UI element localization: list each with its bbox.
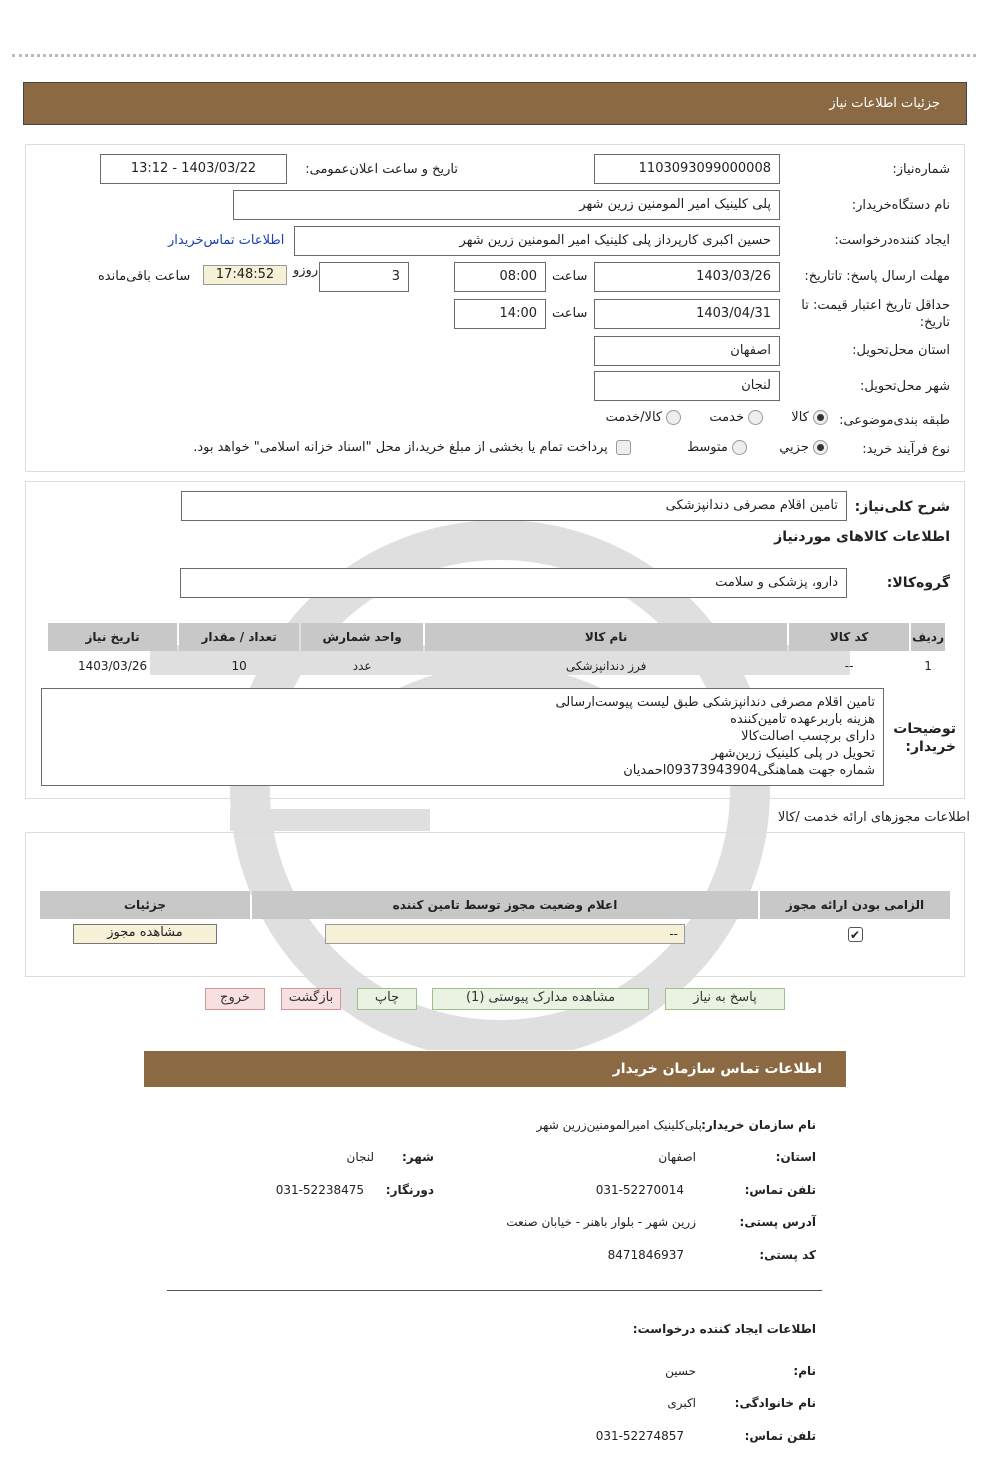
contact-city-value: لنجان (346, 1150, 374, 1164)
process-minor-radio[interactable] (813, 440, 828, 455)
row-code: -- (844, 659, 854, 673)
buyer-notes-label: توضیحات خریدار: (893, 721, 956, 755)
contact-phone-value: 031-52270014 (595, 1183, 684, 1197)
permits-title: اطلاعات مجوزهای ارائه خدمت /کالا (777, 810, 970, 825)
goods-group-label: گروه‌کالا: (886, 575, 950, 591)
note-line: تحویل در پلی کلینیک زرین‌شهر (711, 746, 875, 761)
permit-required-cell (760, 921, 950, 947)
exit-button[interactable]: خروج (205, 988, 265, 1010)
permit-required-checkbox[interactable] (848, 927, 863, 942)
col-permit-required: الزامی بودن ارائه مجوز (760, 891, 950, 919)
treasury-payment-checkbox[interactable] (616, 440, 631, 455)
validity-time-field: 14:00 (454, 299, 546, 329)
goods-table (46, 621, 947, 681)
col-permit-status: اعلام وضعیت مجوز توسط تامین کننده (252, 891, 758, 919)
note-line: دارای برچسب اصالت‌کالا (741, 729, 875, 744)
keyword-label: شرح کلی‌نیاز: (854, 499, 950, 515)
contact-address-label: آدرس پستی: (739, 1215, 816, 1229)
deadline-date-field: 1403/03/26 (594, 262, 780, 292)
days-field: 3 (319, 262, 409, 292)
category-both-radio[interactable] (666, 410, 681, 425)
contact-phone-label: تلفن تماس: (744, 1183, 816, 1197)
city-label: شهر محل‌تحویل: (860, 379, 950, 394)
creator-family-label: نام خانوادگی: (734, 1396, 816, 1410)
row-name: فرز دندانپزشکی (565, 659, 647, 673)
col-permit-details: جزئیات (40, 891, 250, 919)
col-quantity: تعداد / مقدار (179, 623, 299, 651)
contact-city-label: شهر: (402, 1150, 434, 1164)
buyer-org-field: پلی کلینیک امیر المومنین زرین شهر (233, 190, 780, 220)
col-name: نام کالا (425, 623, 787, 651)
process-label: نوع فرآیند خرید: (862, 442, 950, 457)
contact-fax-value: 031-52238475 (275, 1183, 364, 1197)
need-number-label: شماره‌نیاز: (892, 162, 950, 177)
contact-divider (167, 1290, 822, 1291)
col-unit: واحد شمارش (301, 623, 423, 651)
print-button[interactable]: چاپ (357, 988, 417, 1010)
process-minor-label: جزیي (779, 440, 809, 455)
creator-info-title: اطلاعات ایجاد کننده درخواست: (632, 1322, 816, 1336)
back-button[interactable]: بازگشت (281, 988, 341, 1010)
remaining-time: 17:48:52 (203, 265, 287, 285)
col-code: کد کالا (789, 623, 909, 651)
col-row: ردیف (911, 623, 945, 651)
announce-date-field: 1403/03/22 - 13:12 (100, 154, 287, 184)
row-quantity: 10 (231, 659, 247, 673)
days-label: روزو (293, 263, 319, 278)
creator-name-value: حسین (665, 1364, 696, 1378)
creator-label: ایجاد کننده‌درخواست: (834, 233, 950, 248)
keyword-field: تامین اقلام مصرفی دندانپزشکی (181, 491, 847, 521)
buyer-contact-link[interactable]: اطلاعات تماس‌خریدار (168, 233, 285, 248)
creator-phone-value: 031-52274857 (595, 1429, 684, 1443)
creator-family-value: اکبری (667, 1396, 696, 1410)
remaining-label: ساعت باقی‌مانده (98, 269, 191, 284)
validity-label: حداقل تاریخ اعتبار قیمت: تا تاریخ: (801, 298, 950, 330)
contact-fax-label: دورنگار: (385, 1183, 434, 1197)
province-label: استان محل‌تحویل: (852, 343, 950, 358)
contact-title: اطلاعات تماس سازمان خریدار (612, 1061, 822, 1077)
category-service-radio[interactable] (748, 410, 763, 425)
category-goods-label: کالا (791, 410, 809, 425)
validity-time-label: ساعت (552, 306, 588, 321)
category-label: طبقه بندی‌موضوعی: (839, 413, 950, 428)
need-number-field: 1103093099000008 (594, 154, 780, 184)
process-medium-radio[interactable] (732, 440, 747, 455)
contact-address-value: زرین شهر - بلوار باهنر - خیابان صنعت (506, 1215, 696, 1229)
note-line: هزینه باربرعهده تامین‌کننده (730, 712, 875, 727)
validity-date-field: 1403/04/31 (594, 299, 780, 329)
province-field: اصفهان (594, 336, 780, 366)
contact-province-label: استان: (775, 1150, 816, 1164)
row-number: 1 (924, 659, 932, 673)
creator-phone-label: تلفن تماس: (744, 1429, 816, 1443)
page-title-bar (23, 82, 967, 125)
top-divider (12, 54, 976, 57)
contact-org-label: نام سازمان خریدار: (701, 1118, 816, 1132)
category-options (606, 410, 828, 425)
announce-date-label: تاریخ و ساعت اعلان‌عمومی: (305, 162, 458, 177)
reply-button[interactable]: پاسخ به نیاز (665, 988, 785, 1010)
contact-postal-label: کد پستی: (759, 1248, 816, 1262)
contact-title-bar (144, 1051, 846, 1087)
page-title: جزئیات اطلاعات نیاز (829, 96, 940, 111)
deadline-label: مهلت ارسال پاسخ: تاتاریخ: (804, 269, 950, 284)
row-unit: عدد (352, 659, 372, 673)
goods-info-title: اطلاعات کالاهای موردنیاز (774, 529, 950, 545)
table-row (40, 921, 950, 947)
process-options (193, 440, 828, 455)
buyer-notes-box (41, 688, 884, 786)
row-date: 1403/03/26 (77, 659, 148, 673)
deadline-time-field: 08:00 (454, 262, 546, 292)
table-row (48, 653, 945, 679)
permits-table (38, 889, 952, 949)
category-both-label: کالا/خدمت (605, 410, 663, 425)
goods-group-field: دارو، پزشکی و سلامت (180, 568, 847, 598)
buyer-org-label: نام دستگاه‌خریدار: (851, 198, 950, 213)
creator-name-label: نام: (793, 1364, 816, 1378)
city-field: لنجان (594, 371, 780, 401)
treasury-payment-label: پرداخت تمام یا بخشی از مبلغ خرید،از محل "اسناد خزانه اسلامی" خواهد بود. (193, 440, 608, 455)
goods-table-header (48, 623, 945, 651)
permit-status-field[interactable]: -- (325, 924, 685, 944)
permits-table-header (40, 891, 950, 919)
permit-status-cell (252, 921, 758, 947)
view-permit-button[interactable]: مشاهده مجوز (73, 924, 217, 944)
contact-province-value: اصفهان (658, 1150, 696, 1164)
category-goods-radio[interactable] (813, 410, 828, 425)
permit-details-cell (40, 921, 250, 947)
col-date: تاریخ نیاز (48, 623, 177, 651)
creator-field: حسین اکبری کارپرداز پلی کلینیک امیر المومنین زرین شهر (294, 226, 780, 256)
note-line: تامین اقلام مصرفی دندانپزشکی طبق لیست پیوست‌ارسالی (555, 695, 875, 710)
note-line: شماره جهت هماهنگی09373943904احمدیان (623, 763, 875, 778)
category-service-label: خدمت (709, 410, 744, 425)
contact-org-value: پلی‌کلینیک امیرالمومنین‌زرین شهر (536, 1118, 702, 1132)
process-medium-label: متوسط (687, 440, 728, 455)
attachments-button[interactable]: مشاهده مدارک پیوستی (1) (432, 988, 649, 1010)
contact-postal-value: 8471846937 (607, 1248, 684, 1262)
deadline-time-label: ساعت (552, 269, 588, 284)
